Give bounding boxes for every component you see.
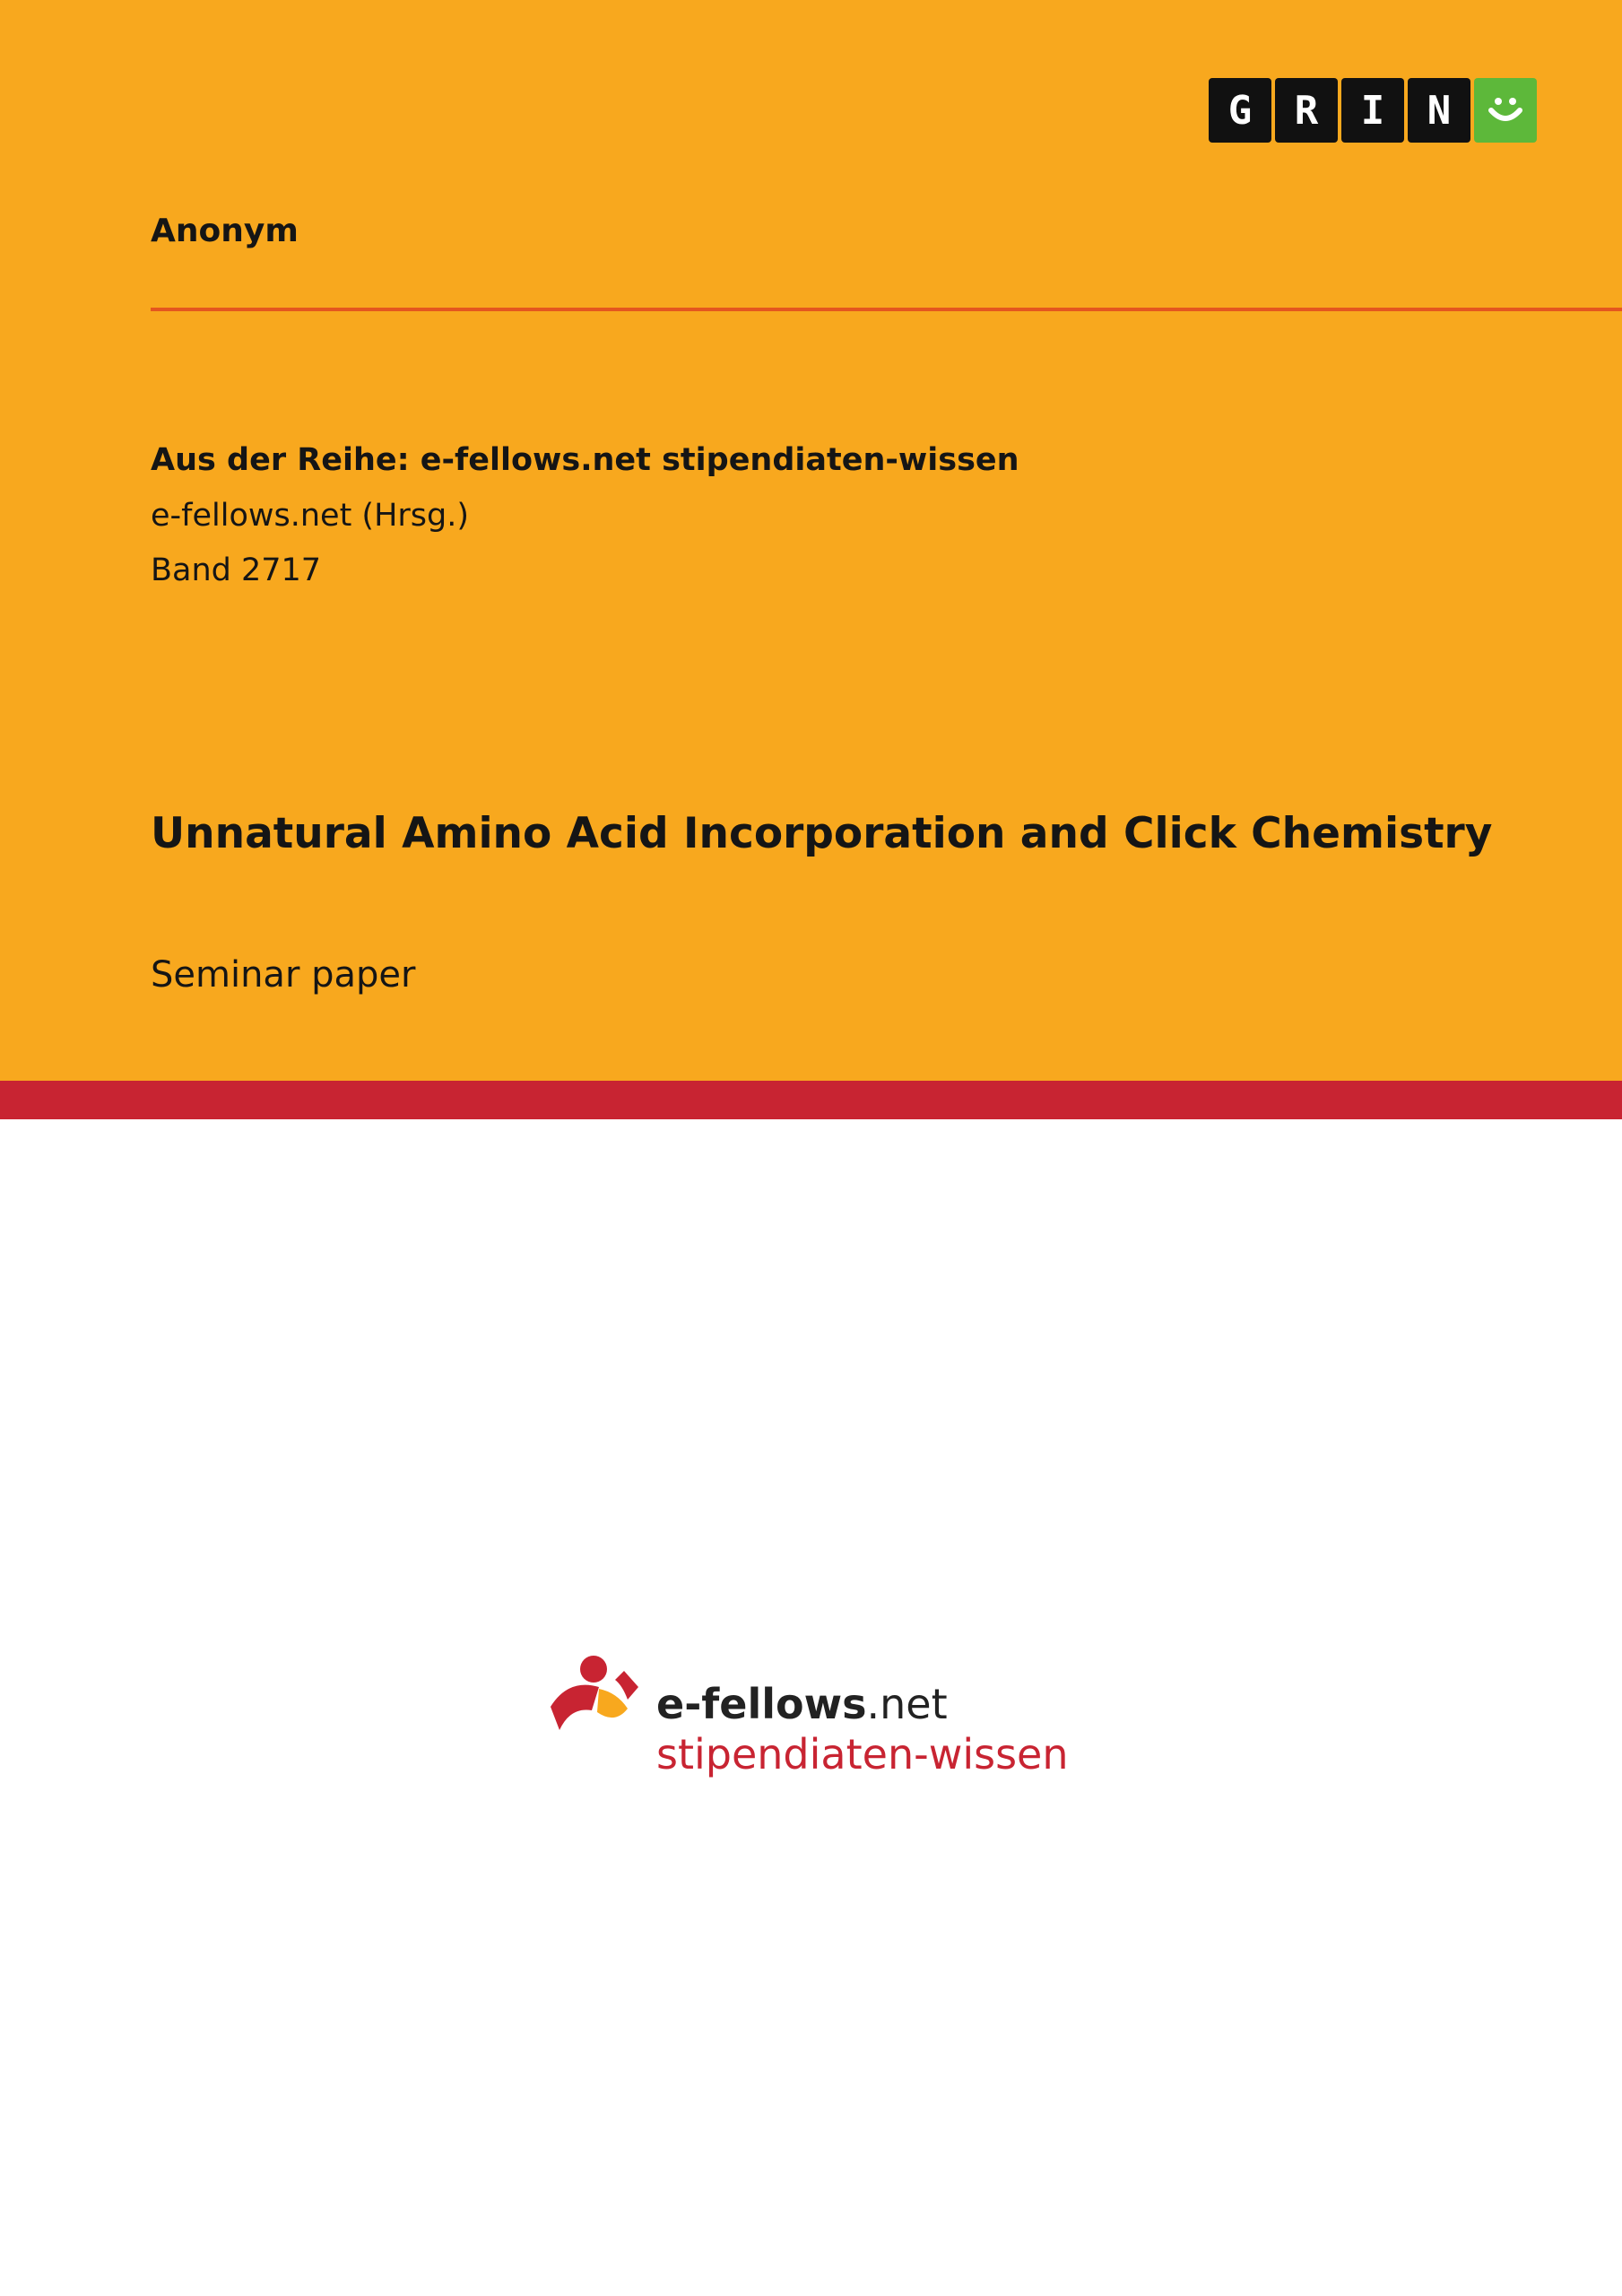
smile-icon — [1474, 78, 1537, 143]
cover-stripe — [0, 1081, 1622, 1119]
book-title: Unnatural Amino Acid Incorporation and Click Chemistry — [151, 809, 1493, 858]
e-fellows-subtitle: stipendiaten-wissen — [656, 1730, 1069, 1779]
grin-letter-g: G — [1209, 78, 1271, 143]
document-type: Seminar paper — [151, 954, 416, 996]
header-divider — [151, 308, 1622, 311]
volume-number: Band 2717 — [151, 552, 322, 588]
grin-letter-i: I — [1341, 78, 1404, 143]
e-fellows-wordmark-suffix: .net — [866, 1680, 948, 1728]
author-name: Anonym — [151, 213, 299, 249]
grin-logo — [1209, 78, 1537, 143]
e-fellows-wordmark — [656, 1680, 948, 1728]
grin-letter-n: N — [1408, 78, 1470, 143]
cover-background — [0, 0, 1622, 1081]
e-fellows-wordmark-bold: e-fellows — [656, 1680, 867, 1728]
e-fellows-emblem-icon — [547, 1653, 646, 1743]
series-label: Aus der Reihe: e-fellows.net stipendiaten-wissen — [151, 442, 1019, 478]
editor-line: e-fellows.net (Hrsg.) — [151, 498, 470, 534]
grin-letter-r: R — [1275, 78, 1338, 143]
e-fellows-logo — [547, 1653, 1103, 1787]
